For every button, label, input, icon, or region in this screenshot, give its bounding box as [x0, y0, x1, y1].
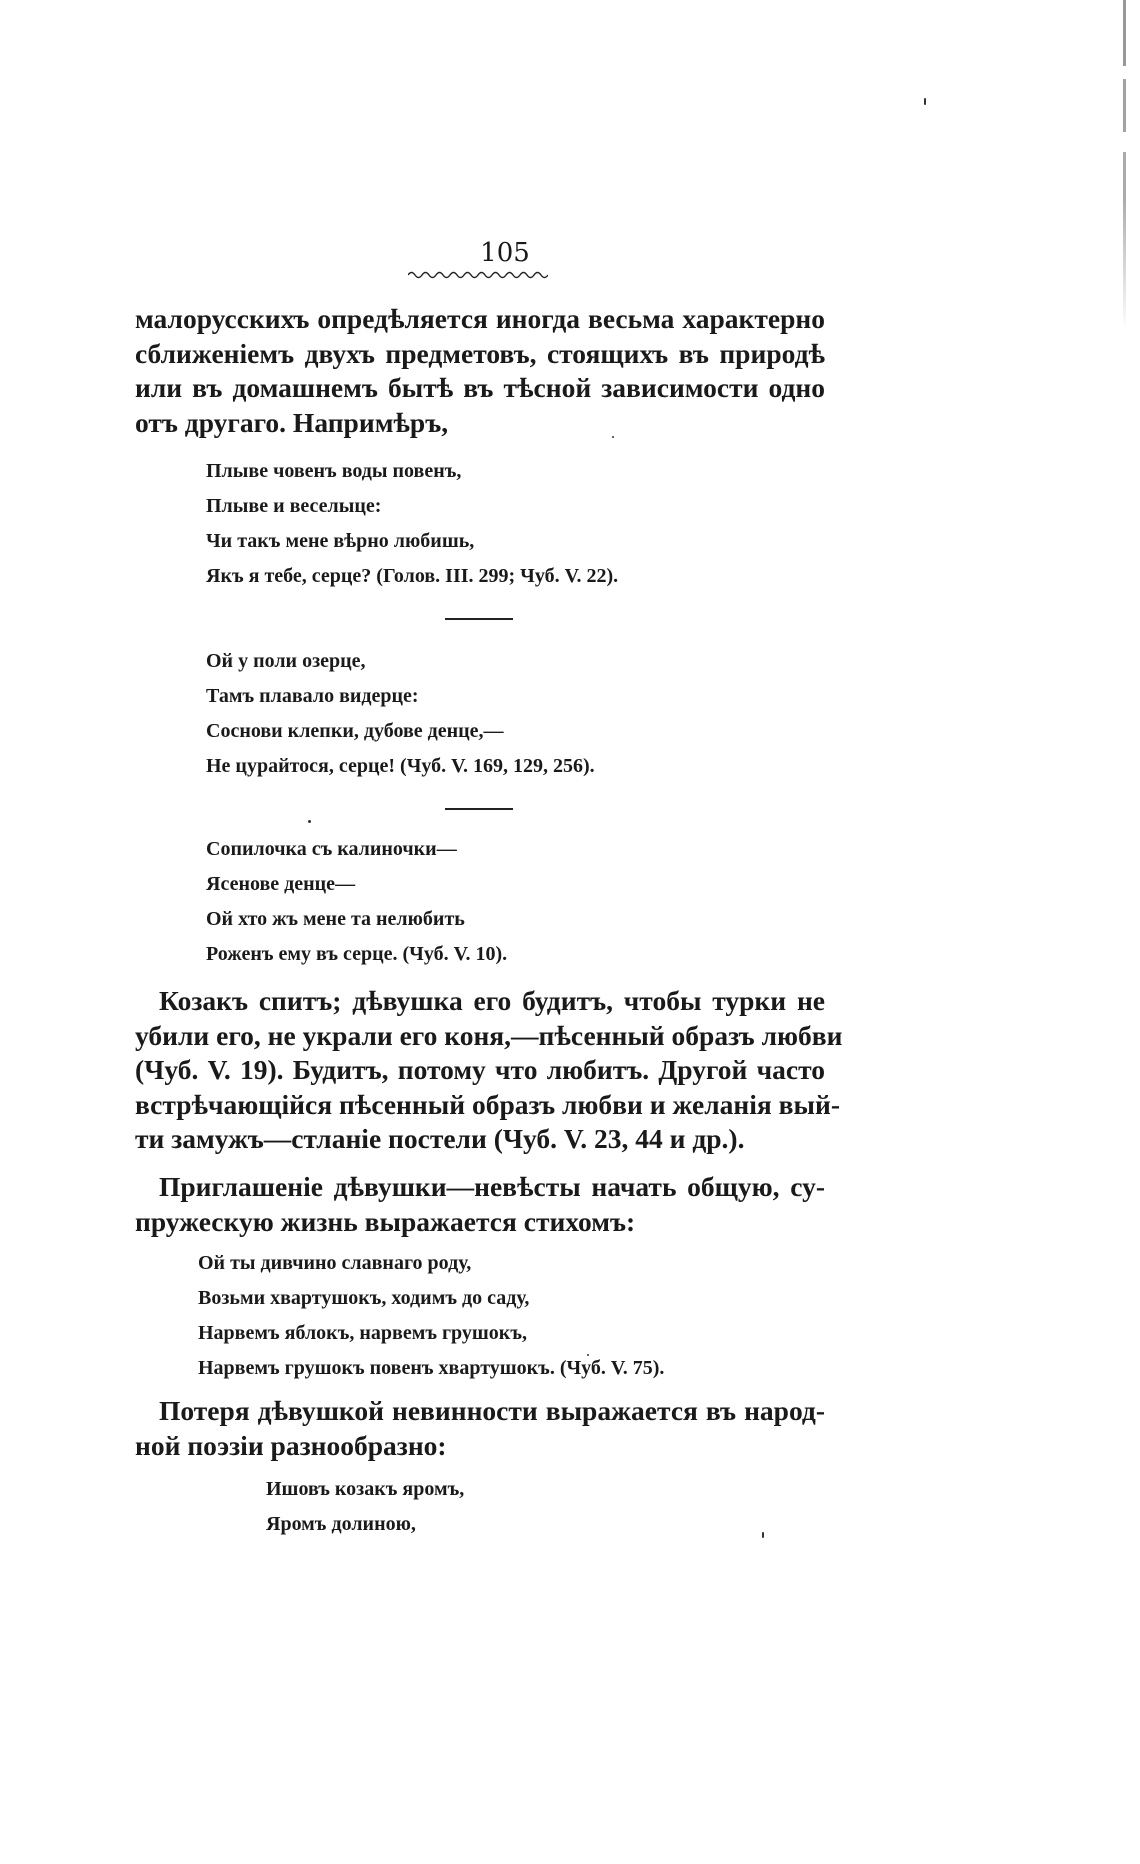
- separator-rule: [445, 808, 513, 810]
- text-line: ной поэзіи разнообразно:: [135, 1429, 447, 1461]
- verse-line: Плыве и веселыце:: [206, 495, 382, 517]
- verse-line: Сопилочка съ калиночки—: [206, 838, 457, 860]
- text-line: (Чуб. V. 19). Будитъ, потому что любитъ. Другой часто: [135, 1054, 825, 1085]
- text-line: ти замужъ—стланіе постели (Чуб. V. 23, 44 и др.).: [135, 1123, 745, 1154]
- verse-line: Ой хто жъ мене та нелюбить: [206, 908, 465, 930]
- verse-line: Ясенове денце—: [206, 873, 356, 895]
- verse-line: Яромъ долиною,: [266, 1513, 416, 1535]
- separator-rule: [445, 618, 513, 620]
- paragraph-intro: [135, 302, 825, 440]
- verse-line: Соснови клепки, дубове денце,—: [206, 720, 504, 742]
- text-line: убили его, не украли его коня,—пѣсенный образъ любви: [135, 1019, 843, 1051]
- verse-line: Роженъ ему въ серце. (Чуб. V. 10).: [206, 943, 508, 965]
- verse-line: Нарвемъ грушокъ повенъ хвартушокъ. (Чуб. V. 75).: [198, 1357, 665, 1379]
- page-number: 105: [480, 238, 530, 268]
- text-line: отъ другаго. Напримѣръ,: [135, 406, 449, 438]
- verse-line: Чи такъ мене вѣрно любишь,: [206, 530, 475, 552]
- ink-speck: [308, 820, 311, 823]
- verse-line: Нарвемъ яблокъ, нарвемъ грушокъ,: [198, 1322, 527, 1344]
- verse-line: Тамъ плавало видерце:: [206, 685, 419, 707]
- verse-line: Ишовъ козакъ яромъ,: [266, 1478, 465, 1500]
- text-line: сближеніемъ двухъ предметовъ, стоящихъ въ природѣ: [135, 337, 825, 369]
- verse-stanza-2: [206, 644, 595, 784]
- verse-line: Возьми хвартушокъ, ходимъ до саду,: [198, 1287, 530, 1309]
- verse-stanza-5: [266, 1472, 464, 1542]
- text-line: встрѣчающійся пѣсенный образъ любви и желанія вый-: [135, 1088, 840, 1120]
- scan-edge-mark: [1123, 0, 1126, 330]
- text-line: пружескую жизнь выражается стихомъ:: [135, 1205, 636, 1237]
- page-number-ornament: [408, 270, 548, 280]
- verse-line: Плыве човенъ воды повенъ,: [206, 460, 462, 482]
- paragraph-invitation: [135, 1170, 825, 1239]
- verse-line: Ой у поли озерце,: [206, 650, 366, 672]
- text-line: Потеря дѣвушкой невинности выражается въ народ-: [159, 1395, 825, 1426]
- verse-stanza-4: [198, 1246, 664, 1386]
- ink-speck: [924, 98, 926, 105]
- text-line: или въ домашнемъ бытѣ въ тѣсной зависимости одно: [135, 372, 825, 403]
- ink-speck: [612, 436, 614, 438]
- text-line: Приглашеніе дѣвушки—невѣсты начать общую, су-: [159, 1171, 825, 1202]
- text-line: Козакъ спитъ; дѣвушка его будитъ, чтобы турки не: [159, 985, 825, 1016]
- ink-speck: [587, 1354, 589, 1356]
- verse-line: Не цурайтося, серце! (Чуб. V. 169, 129, 256).: [206, 755, 595, 777]
- verse-stanza-1: [206, 454, 618, 594]
- text-line: малорусскихъ опредѣляется иногда весьма характерно: [135, 303, 825, 334]
- paragraph-kozak: [135, 984, 843, 1157]
- ink-speck: [762, 1532, 764, 1538]
- verse-line: Ой ты дивчино славнаго роду,: [198, 1252, 472, 1274]
- verse-line: Якъ я тебе, серце? (Голов. III. 299; Чуб. V. 22).: [206, 565, 619, 587]
- paragraph-innocence: [135, 1394, 825, 1463]
- verse-stanza-3: [206, 832, 507, 972]
